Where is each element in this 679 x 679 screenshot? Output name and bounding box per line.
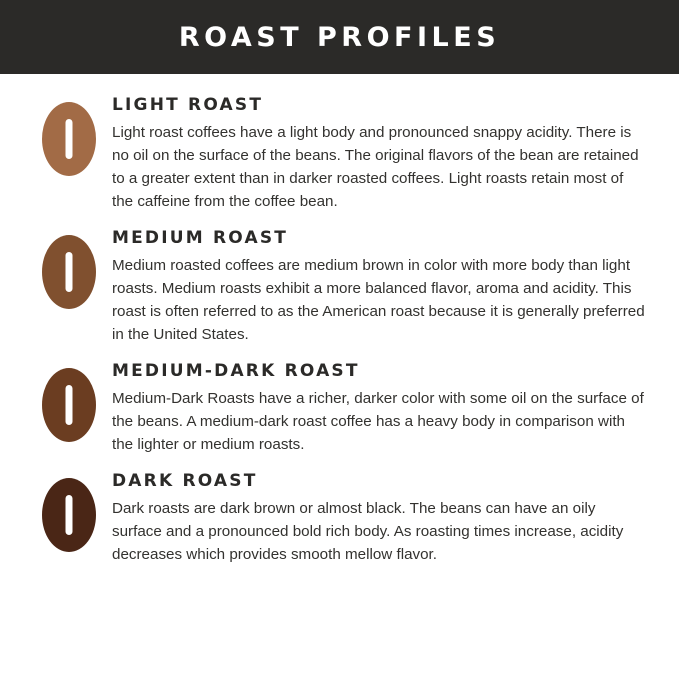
header-bar (0, 0, 679, 74)
coffee-bean-icon (42, 102, 96, 176)
coffee-bean-icon (42, 368, 96, 442)
roast-title: MEDIUM-DARK ROAST (112, 361, 360, 382)
list-item (26, 362, 653, 456)
coffee-bean-icon (42, 478, 96, 552)
roast-text (112, 362, 653, 456)
bean-cell (26, 472, 112, 552)
list-item (26, 229, 653, 346)
roast-text (112, 96, 653, 213)
bean-crease (66, 119, 73, 159)
bean-cell (26, 229, 112, 309)
bean-cell (26, 96, 112, 176)
roast-description: Light roast coffees have a light body and pronounced snappy acidity. There is no oil on the surface of the beans. The original flavors of the bean are retained to a greater extent than in darker roasted coffees. Light roasts retain most of the caffeine from the coffee bean. (112, 123, 639, 210)
roast-text (112, 472, 653, 566)
roast-description: Dark roasts are dark brown or almost black. The beans can have an oily surface and a pronounced bold rich body. As roasting times increase, acidity decreases which provides smooth mellow flavor. (112, 499, 624, 563)
coffee-bean-icon (42, 235, 96, 309)
bean-crease (66, 252, 73, 292)
roast-text (112, 229, 653, 346)
roast-description: Medium roasted coffees are medium brown in color with more body than light roasts. Medium roasts exhibit a more balanced flavor, aroma and acidity. This roast is often referred to as the American roast because it is generally preferred in the United States. (112, 256, 645, 344)
page-title: ROAST PROFILES (178, 21, 501, 53)
roast-title: LIGHT ROAST (112, 95, 264, 115)
roast-title: MEDIUM ROAST (112, 228, 289, 249)
roast-list (0, 74, 679, 566)
roast-title: DARK ROAST (112, 471, 258, 492)
bean-crease (66, 385, 73, 425)
list-item (26, 96, 653, 213)
bean-cell (26, 362, 112, 442)
bean-crease (66, 495, 73, 535)
list-item (26, 472, 653, 566)
roast-description: Medium-Dark Roasts have a richer, darker color with some oil on the surface of the beans. A medium-dark roast coffee has a heavy body in comparison with the lighter or medium roasts. (112, 389, 644, 453)
